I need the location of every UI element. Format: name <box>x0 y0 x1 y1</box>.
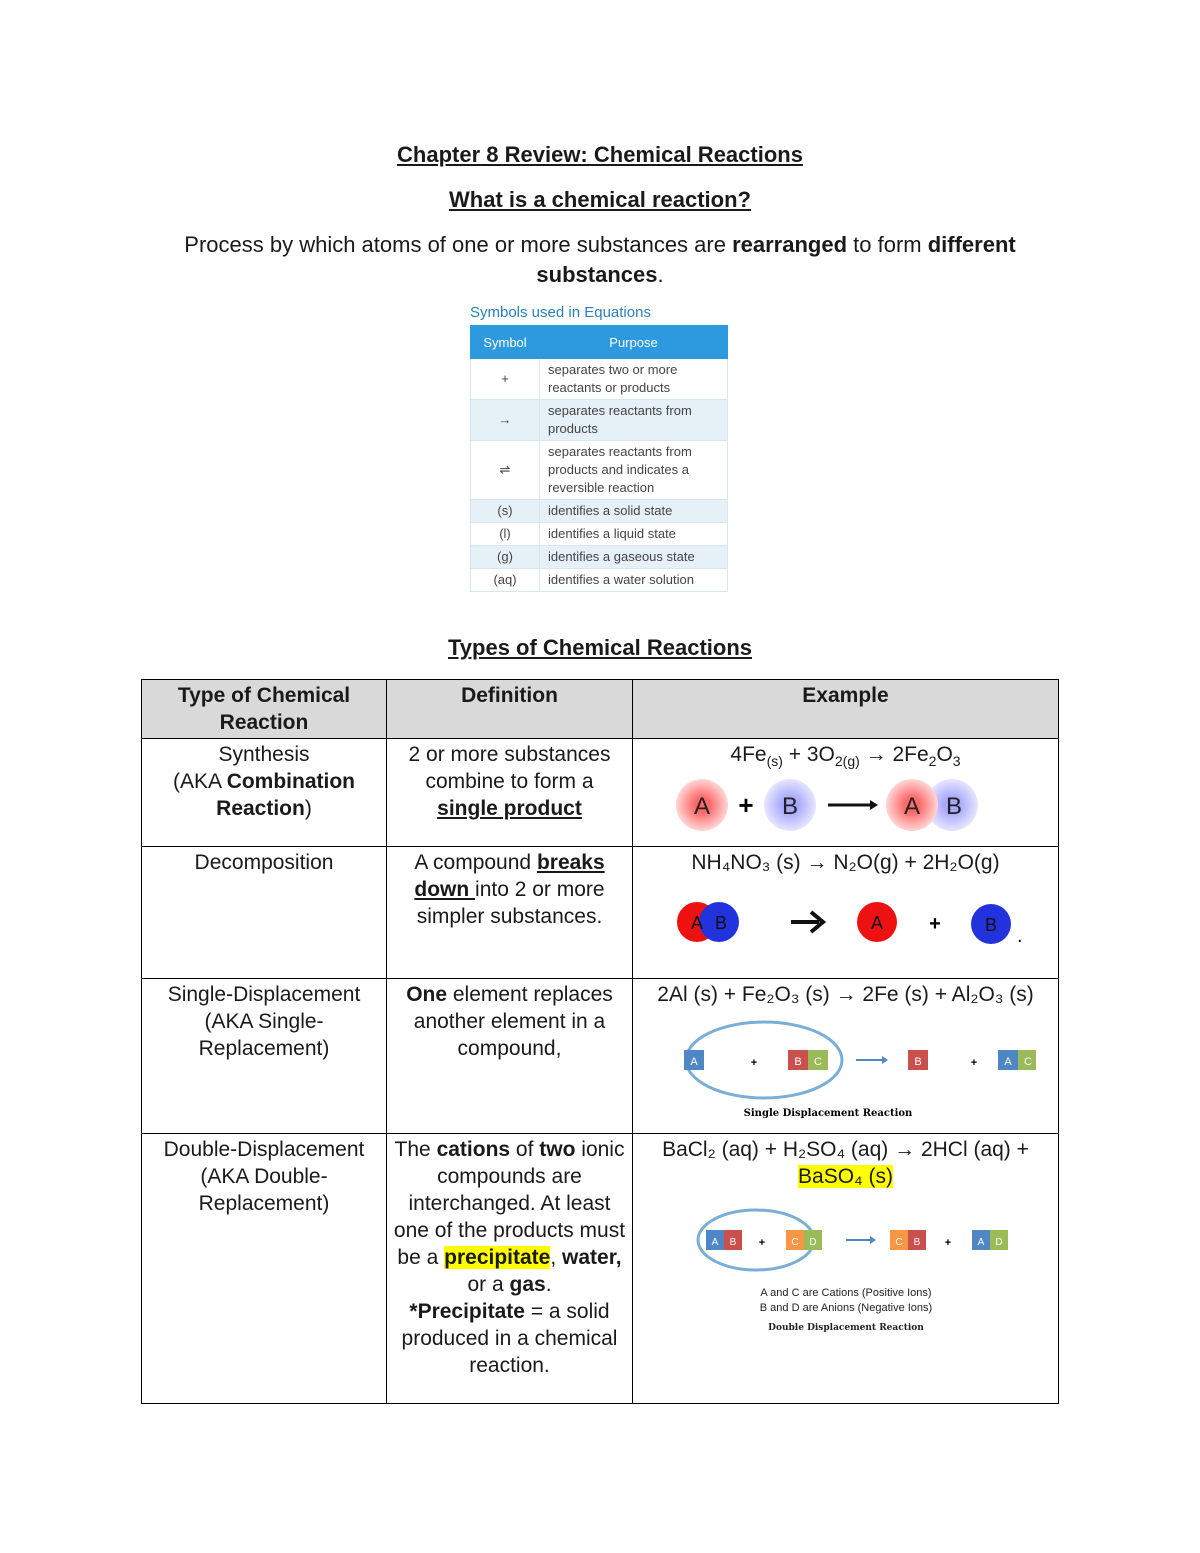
svg-text:B: B <box>913 1237 920 1248</box>
svg-text:A: A <box>689 1056 698 1068</box>
symbols-row <box>471 359 728 400</box>
svg-text:B: B <box>793 1056 802 1068</box>
page-title: Chapter 8 Review: Chemical Reactions <box>397 142 803 167</box>
purpose-cell: separates reactants from products and indicates a reversible reaction <box>540 441 728 500</box>
svg-text:B: B <box>714 913 727 933</box>
type-synthesis: Synthesis (AKA Combination Reaction) <box>142 739 387 847</box>
example-synthesis <box>633 739 1059 847</box>
svg-text:C: C <box>894 1237 903 1248</box>
svg-text:A: A <box>903 793 920 821</box>
equation-double-displacement: BaCl₂ (aq) + H₂SO₄ (aq) → 2HCl (aq) + BaSO₄ (s) <box>662 1138 1029 1188</box>
double-displacement-diagram <box>676 1196 1016 1346</box>
svg-text:D: D <box>994 1237 1003 1248</box>
example-double-displacement <box>633 1134 1059 1404</box>
svg-text:B: B <box>984 915 997 935</box>
svg-text:+: + <box>944 1237 951 1249</box>
reaction-types-table <box>141 679 1059 1404</box>
svg-text:B: B <box>729 1237 736 1248</box>
double-displacement-caption: Double Displacement Reaction <box>767 1323 924 1333</box>
purpose-cell: identifies a solid state <box>540 500 728 523</box>
svg-text:.: . <box>1016 925 1023 947</box>
symbol-cell: (s) <box>471 500 540 523</box>
type-decomposition: Decomposition <box>142 847 387 979</box>
decomposition-diagram <box>661 884 1031 956</box>
table-row-single-displacement <box>142 979 1059 1134</box>
atom-a-label: A <box>693 793 710 821</box>
definition-single-displacement: One element replaces another element in a compound, <box>387 979 633 1134</box>
svg-text:+: + <box>970 1057 977 1069</box>
purpose-cell: separates two or more reactants or products <box>540 359 728 400</box>
atom-b-label: B <box>781 793 798 821</box>
symbols-row <box>471 569 728 592</box>
double-note-cations: A and C are Cations (Positive Ions) <box>759 1287 932 1299</box>
double-note-anions: B and D are Anions (Negative Ions) <box>759 1302 932 1314</box>
equation-synthesis: $4Fe_{(s)} + 3O_{2(g)} \to 2Fe_2O_3$ <box>730 743 961 770</box>
equation-decomposition: NH₄NO₃ (s) → N₂O(g) + 2H₂O(g) <box>691 851 1000 874</box>
svg-text:A: A <box>977 1237 984 1248</box>
svg-text:D: D <box>808 1237 817 1248</box>
purpose-cell: separates reactants from products <box>540 400 728 441</box>
svg-text:C: C <box>790 1237 799 1248</box>
section-question: What is a chemical reaction? <box>449 187 751 212</box>
svg-text:A: A <box>690 913 703 933</box>
symbol-cell: + <box>471 359 540 400</box>
symbols-header-symbol: Symbol <box>471 326 540 359</box>
svg-text:B: B <box>913 1056 922 1068</box>
definition-double-displacement: The cations of two ionic compounds are interchanged. At least one of the products must be a precipitate, water, or a gas. *Precipitate = a solid produced in a chemical reaction. <box>387 1134 633 1404</box>
symbols-caption: Symbols used in Equations <box>470 304 651 321</box>
single-displacement-caption: Single Displacement Reaction <box>743 1108 912 1119</box>
synthesis-diagram <box>676 775 1016 835</box>
symbols-row <box>471 500 728 523</box>
svg-text:C: C <box>813 1056 822 1068</box>
svg-text:C: C <box>1023 1056 1032 1068</box>
header-type: Type of Chemical Reaction <box>142 680 387 739</box>
symbols-header-purpose: Purpose <box>540 326 728 359</box>
definition-synthesis: 2 or more substances combine to form a single product <box>387 739 633 847</box>
svg-text:+: + <box>928 913 941 935</box>
symbols-row <box>471 523 728 546</box>
types-heading: Types of Chemical Reactions <box>447 635 752 660</box>
example-single-displacement <box>633 979 1059 1134</box>
table-row-decomposition <box>142 847 1059 979</box>
symbol-cell: (aq) <box>471 569 540 592</box>
svg-text:+: + <box>758 1237 765 1249</box>
reaction-definition: Process by which atoms of one or more substances are rearranged to form different substances. <box>184 232 1016 287</box>
symbol-cell: (g) <box>471 546 540 569</box>
purpose-cell: identifies a gaseous state <box>540 546 728 569</box>
header-definition: Definition <box>387 680 633 739</box>
definition-decomposition: A compound breaks down into 2 or more simpler substances. <box>387 847 633 979</box>
table-row-synthesis <box>142 739 1059 847</box>
symbol-cell: ⇌ <box>471 441 540 500</box>
type-single-displacement: Single-Displacement (AKA Single-Replacement) <box>142 979 387 1134</box>
symbols-row <box>471 441 728 500</box>
table-row-double-displacement <box>142 1134 1059 1404</box>
svg-text:A: A <box>870 913 883 933</box>
equation-single-displacement: 2Al (s) + Fe₂O₃ (s) → 2Fe (s) + Al₂O₃ (s) <box>657 983 1034 1006</box>
purpose-cell: identifies a liquid state <box>540 523 728 546</box>
symbols-table-figure <box>470 304 730 592</box>
symbol-cell: → <box>471 400 540 441</box>
svg-text:A: A <box>1003 1056 1012 1068</box>
symbols-table <box>470 325 728 592</box>
type-double-displacement: Double-Displacement (AKA Double-Replacement) <box>142 1134 387 1404</box>
example-decomposition <box>633 847 1059 979</box>
svg-text:+: + <box>750 1057 757 1069</box>
svg-text:B: B <box>945 793 962 821</box>
header-example: Example <box>633 680 1059 739</box>
symbols-row <box>471 400 728 441</box>
symbols-row <box>471 546 728 569</box>
single-displacement-diagram <box>656 1012 1036 1122</box>
symbol-cell: (l) <box>471 523 540 546</box>
plus-sign: + <box>737 790 754 821</box>
purpose-cell: identifies a water solution <box>540 569 728 592</box>
svg-text:A: A <box>711 1237 718 1248</box>
